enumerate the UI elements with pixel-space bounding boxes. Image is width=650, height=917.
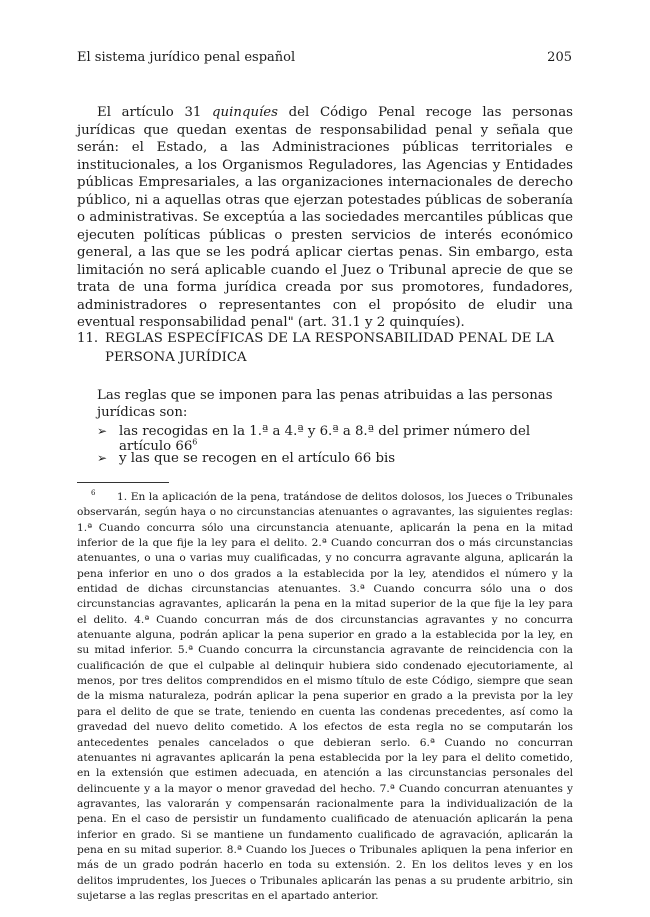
footnote-paragraph: 6 1. En la aplicación de la pena, tratándose de delitos dolosos, los Jueces o Tribunales observarán, según haya o no circunstancias atenuantes o agravantes, las siguientes reglas: 1.ª Cuando concurra sólo una circunstancia atenuante, aplicarán la pena en la mitad inferior de la que fije la ley para el delito. 2.ª Cuando concurran dos o más circunstancias atenuantes, o una o varias muy cualificadas, y no concurra agravante alguna, aplicarán la pena inferior en uno o dos grados a la establecida por la ley, atendidos el número y la entidad de dichas circunstancias atenuantes. 3.ª Cuando concurra sólo una o dos circunstancias agravantes, aplicarán la pena en la mitad superior de la que fije la ley para el delito. 4.ª Cuando concurran más de dos circunstancias agravantes y no concurra atenuante alguna, podrán aplicar la pena superior en grado a la establecida por la ley, en su mitad inferior. 5.ª Cuando concurra la circunstancia agravante de reincidencia con la cualificación de que el culpable al delinquir hubiera sido condenado ejecutoriamente, al menos, por tres delitos comprendidos en el mismo título de este Código, siempre que sean de la misma naturaleza, podrán aplicar la pena superior en grado a la prevista por la ley para el delito de que se trate, teniendo en cuenta las condenas precedentes, así como la gravedad del nuevo delito cometido. A los efectos de esta regla no se computarán los antecedentes penales cancelados o que debieran serlo. 6.ª Cuando no concurran atenuantes ni agravantes aplicarán la pena establecida por la ley para el delito cometido, en la extensión que estimen adecuada, en atención a las circunstancias personales del delincuente y a la mayor o menor gravedad del hecho. 7.ª Cuando concurran atenuantes y agravantes, las valorarán y compensarán racionalmente para la individualización de la pena. En el caso de persistir un fundamento cualificado de atenuación aplicarán la pena inferior en grado. Si se mantiene un fundamento cualificado de agravación, aplicarán la pena en su mitad superior. 8.ª Cuando los Jueces o Tribunales apliquen la pena inferior en más de un grado podrán hacerlo en toda su extensión. 2. En los delitos leves y en los delitos imprudentes, los Jueces o Tribunales aplicarán las penas a su prudente arbitrio, sin sujetarse a las reglas prescritas en el apartado anterior. [77,489,573,902]
running-header [77,50,572,65]
list-item [97,424,573,454]
arrow-bullet-icon: ➢ [97,451,108,465]
intro-sentence: Las reglas que se imponen para las penas atribuidas a las personas jurídicas son: [97,388,553,420]
footnote-divider [77,482,169,483]
body-text [77,104,573,332]
arrow-bullet-icon: ➢ [97,424,108,438]
body-paragraph [77,104,573,332]
list-item-label: y las que se recogen en el artículo 66 bis [119,451,396,466]
paragraph-italic-term: quinquíes [212,105,278,120]
running-title: El sistema jurídico penal español [77,50,296,65]
section-number: 11. [77,331,99,346]
paragraph-text-start: El artículo 31 [97,105,213,120]
page-number: 205 [547,50,572,65]
section-heading [77,329,573,367]
footnote-text: 1. En la aplicación de la pena, tratándose de delitos dolosos, los Jueces o Tribunales observarán, según haya o no circunstancias atenuantes o agravantes, las siguientes reglas: 1.ª Cuando concurra sólo una circunstancia atenuante, aplicarán la pena en la mitad inferior de la que fije la ley para el delito. 2.ª Cuando concurran dos o más circunstancias atenuantes, o una o varias muy cualificadas, y no concurra agravante alguna, aplicarán la pena inferior en uno o dos grados a la establecida por la ley, atendidos el número y la entidad de dichas circunstancias atenuantes. 3.ª Cuando concurra sólo una o dos circunstancias agravantes, aplicarán la pena en la mitad superior de la que fije la ley para el delito. 4.ª Cuando concurran más de dos circunstancias agravantes y no concurra atenuante alguna, podrán aplicar la pena superior en grado a la establecida por la ley, en su mitad inferior. 5.ª Cuando concurra la circunstancia agravante de reincidencia con la cualificación de que el culpable al delinquir hubiera sido condenado ejecutoriamente, al menos, por tres delitos comprendidos en el mismo título de este Código, siempre que sean de la misma naturaleza, podrán aplicar la pena superior en grado a la prevista por la ley para el delito de que se trate, teniendo en cuenta las condenas precedentes, así como la gravedad del nuevo delito cometido. A los efectos de esta regla no se computarán los antecedentes penales cancelados o que debieran serlo. 6.ª Cuando no concurran atenuantes ni agravantes aplicarán la pena establecida por la ley para el delito cometido, en la extensión que estimen adecuada, en atención a las circunstancias personales del delincuente y a la mayor o menor gravedad del hecho. 7.ª Cuando concurran atenuantes y agravantes, las valorarán y compensarán racionalmente para la individualización de la pena. En el caso de persistir un fundamento cualificado de atenuación aplicarán la pena inferior en grado. Si se mantiene un fundamento cualificado de agravación, aplicarán la pena en su mitad superior. 8.ª Cuando los Jueces o Tribunales apliquen la pena inferior en más de un grado podrán hacerlo en toda su extensión. 2. En los delitos leves y en los delitos imprudentes, los Jueces o Tribunales aplicarán las penas a su prudente arbitrio, sin sujetarse a las reglas prescritas en el apartado anterior. [77,491,573,902]
list-item-label: las recogidas en la 1.ª a 4.ª y 6.ª a 8.ª del primer número del artículo 66 [119,424,531,454]
rules-list [97,424,573,478]
footnote [77,490,573,904]
section-title: REGLAS ESPECÍFICAS DE LA RESPONSABILIDAD PENAL DE LA PERSONA JURÍDICA [105,331,555,365]
paragraph-text-rest: del Código Penal recoge las personas jurídicas que quedan exentas de responsabilidad penal y señala que serán: el Estado, a las Administraciones públicas territoriales e institucionales, a los Organismos Reguladores, las Agencias y Entidades públicas Empresariales, a las organizaciones internacionales de derecho público, ni a aquellas otras que ejerzan potestades públicas de soberanía o administrativas. Se exceptúa a las sociedades mercantiles públicas que ejecuten políticas públicas o presten servicios de interés económico general, a las que se les podrá aplicar ciertas penas. Sin embargo, esta limitación no será aplicable cuando el Juez o Tribunal aprecie de que se trata de una forma jurídica creada por sus promotores, fundadores, administradores o representantes con el propósito de eludir una eventual responsabilidad penal" (art. 31.1 y 2 quinquíes). [77,105,573,330]
list-item-text [119,424,573,454]
footnote-reference[interactable]: 6 [192,437,198,447]
list-item [97,451,573,478]
